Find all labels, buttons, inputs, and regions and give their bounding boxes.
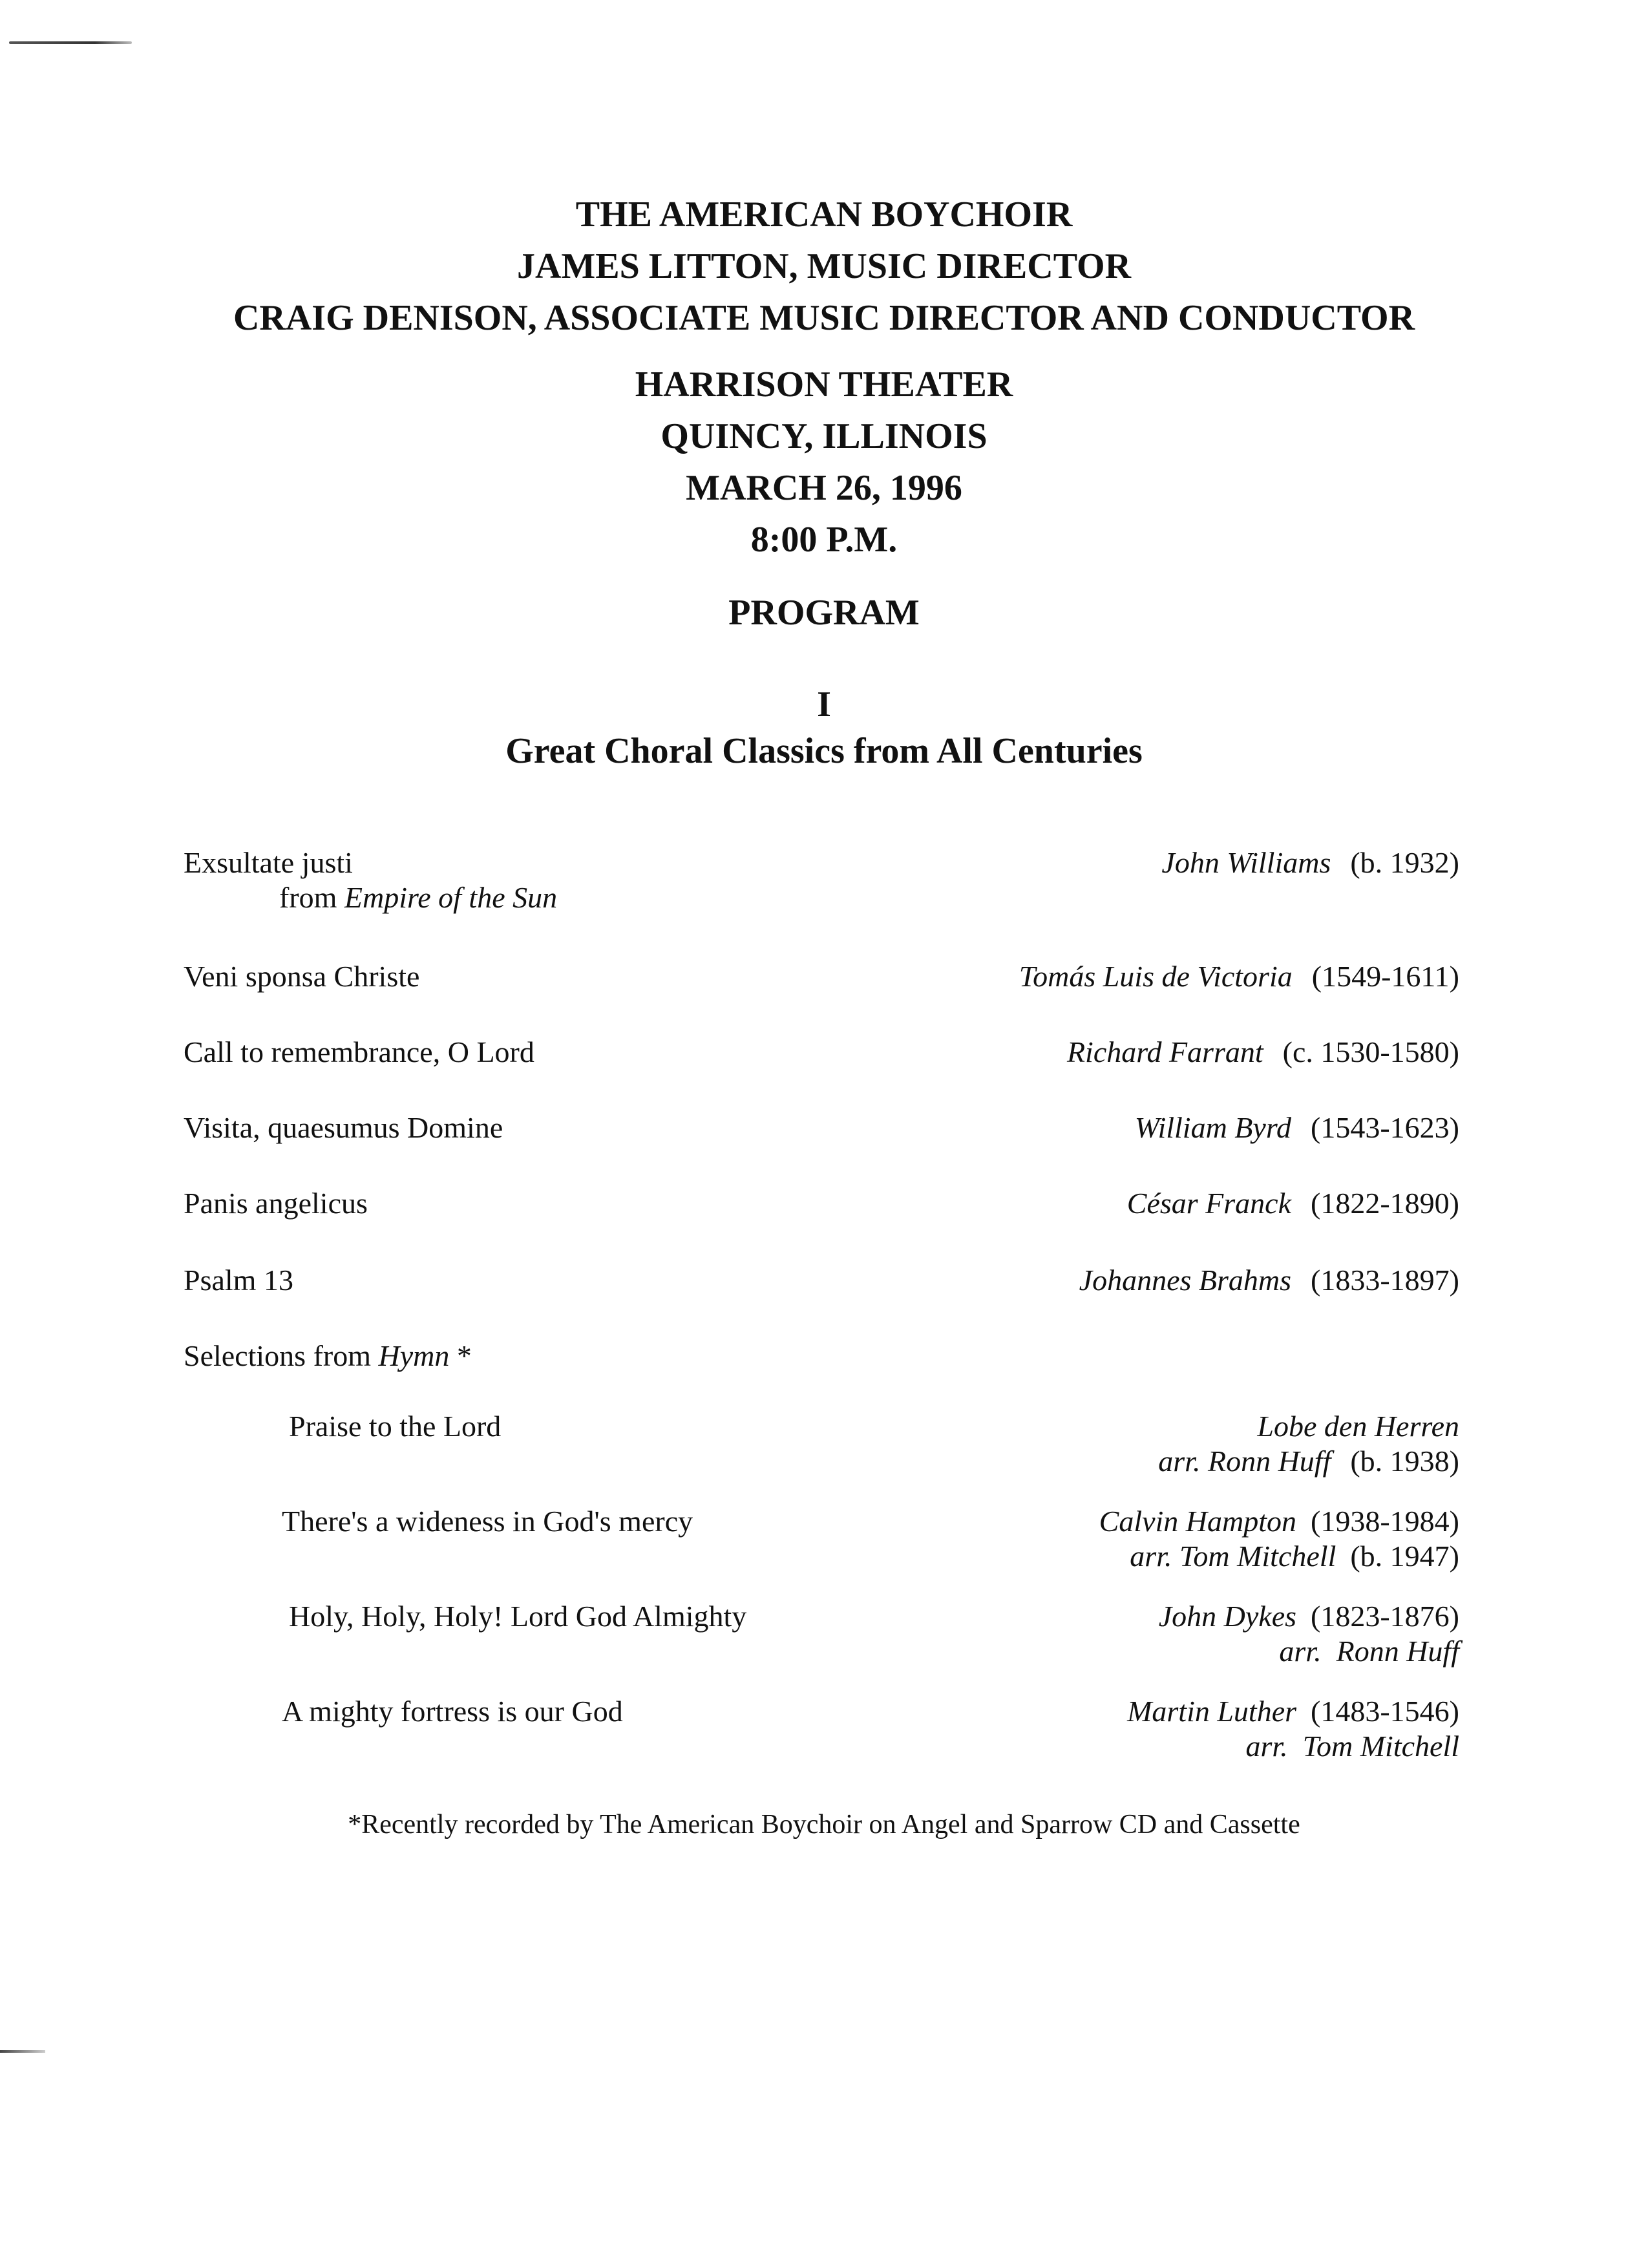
selections-title: Hymn — [378, 1339, 450, 1372]
selections-suffix: * — [449, 1339, 472, 1372]
hymn-credit-line2 — [1127, 1729, 1459, 1764]
composer-credit — [1019, 959, 1459, 994]
hymn-credit-line2 — [1159, 1634, 1459, 1669]
venue-name: HARRISON THEATER — [635, 365, 1013, 405]
composer-dates: (1823-1876) — [1311, 1600, 1459, 1633]
composer-name: Richard Farrant — [1066, 1035, 1263, 1068]
event-date: MARCH 26, 1996 — [686, 468, 962, 508]
composer-dates: (1822-1890) — [1311, 1187, 1459, 1220]
piece-title: Panis angelicus — [184, 1187, 368, 1220]
section-title-text: Great Choral Classics from All Centuries — [505, 731, 1143, 771]
selections-text — [184, 1339, 472, 1373]
piece-title — [184, 845, 557, 915]
arranger-name: arr. Ronn Huff — [1279, 1635, 1459, 1668]
composer-credit — [1161, 845, 1459, 880]
arranger-dates: (b. 1947) — [1350, 1540, 1459, 1573]
selections-prefix: Selections from — [184, 1339, 379, 1372]
piece-title: Call to remembrance, O Lord — [184, 1035, 534, 1068]
composer-name: John Williams — [1161, 846, 1331, 879]
hymn-title: A mighty fortress is our God — [282, 1695, 623, 1728]
section-title — [0, 725, 1648, 777]
hymn-credit-line1 — [1159, 1599, 1459, 1634]
arranger-name: arr. Tom Mitchell — [1130, 1540, 1336, 1573]
recording-footnote: *Recently recorded by The American Boychoir on Angel and Sparrow CD and Cassette — [348, 1810, 1300, 1839]
composer-name: John Dykes — [1158, 1600, 1297, 1633]
composer-name: Tomás Luis de Victoria — [1019, 960, 1293, 993]
section-numeral — [0, 679, 1648, 730]
composer-name: Calvin Hampton — [1099, 1505, 1297, 1538]
composer-credit — [1067, 1035, 1459, 1070]
composer-credit — [1127, 1186, 1459, 1221]
piece-source — [279, 880, 557, 915]
piece-title: Veni sponsa Christe — [184, 960, 420, 993]
associate-director: CRAIG DENISON, ASSOCIATE MUSIC DIRECTOR AND CONDUCTOR — [233, 298, 1415, 338]
composer-dates: (1938-1984) — [1311, 1505, 1459, 1538]
choir-header — [0, 189, 1648, 344]
composer-dates: (b. 1932) — [1350, 846, 1459, 879]
hymn-credit-line1 — [1158, 1409, 1459, 1444]
program-heading — [0, 587, 1648, 639]
piece-title-text: Exsultate justi — [184, 846, 353, 879]
scan-mark — [0, 2050, 45, 2053]
arranger-name: arr. Tom Mitchell — [1245, 1730, 1459, 1763]
hymn-credit — [1159, 1599, 1459, 1669]
composer-dates: (1833-1897) — [1311, 1264, 1459, 1297]
hymn-credit — [1099, 1504, 1459, 1574]
composer-name: Johannes Brahms — [1079, 1264, 1292, 1297]
piece-title: Psalm 13 — [184, 1264, 293, 1297]
composer-name: César Franck — [1126, 1187, 1292, 1220]
composer-dates: (1483-1546) — [1311, 1695, 1459, 1728]
arranger-name: arr. Ronn Huff — [1158, 1445, 1331, 1478]
composer-name: Martin Luther — [1127, 1695, 1297, 1728]
choir-name: THE AMERICAN BOYCHOIR — [575, 195, 1073, 235]
hymn-credit-line2 — [1158, 1444, 1459, 1479]
composer-dates: (1543-1623) — [1311, 1111, 1459, 1144]
composer-name: William Byrd — [1134, 1111, 1292, 1144]
event-time: 8:00 P.M. — [750, 520, 898, 560]
hymn-credit — [1158, 1409, 1459, 1479]
piece-title: Visita, quaesumus Domine — [184, 1111, 503, 1144]
piece-source-prefix: from — [279, 881, 344, 914]
venue-city: QUINCY, ILLINOIS — [660, 416, 988, 456]
section-numeral-text: I — [817, 684, 831, 725]
venue-block — [0, 359, 1648, 566]
piece-source-title: Empire of the Sun — [344, 881, 558, 914]
hymn-tune-name: Lobe den Herren — [1257, 1410, 1459, 1443]
composer-credit — [1135, 1110, 1459, 1145]
composer-dates: (1549-1611) — [1311, 960, 1459, 993]
hymn-credit — [1127, 1694, 1459, 1764]
composer-credit — [1079, 1263, 1459, 1298]
hymn-credit-line2 — [1099, 1539, 1459, 1574]
hymn-title: There's a wideness in God's mercy — [282, 1505, 693, 1538]
hymn-title: Holy, Holy, Holy! Lord God Almighty — [289, 1600, 747, 1633]
hymn-credit-line1 — [1127, 1694, 1459, 1729]
hymn-title: Praise to the Lord — [289, 1410, 502, 1443]
program-heading-text: PROGRAM — [728, 593, 920, 633]
hymn-credit-line1 — [1099, 1504, 1459, 1539]
scan-mark — [9, 41, 132, 44]
music-director: JAMES LITTON, MUSIC DIRECTOR — [516, 246, 1132, 286]
arranger-dates: (b. 1938) — [1350, 1445, 1459, 1478]
composer-dates: (c. 1530-1580) — [1282, 1035, 1459, 1068]
